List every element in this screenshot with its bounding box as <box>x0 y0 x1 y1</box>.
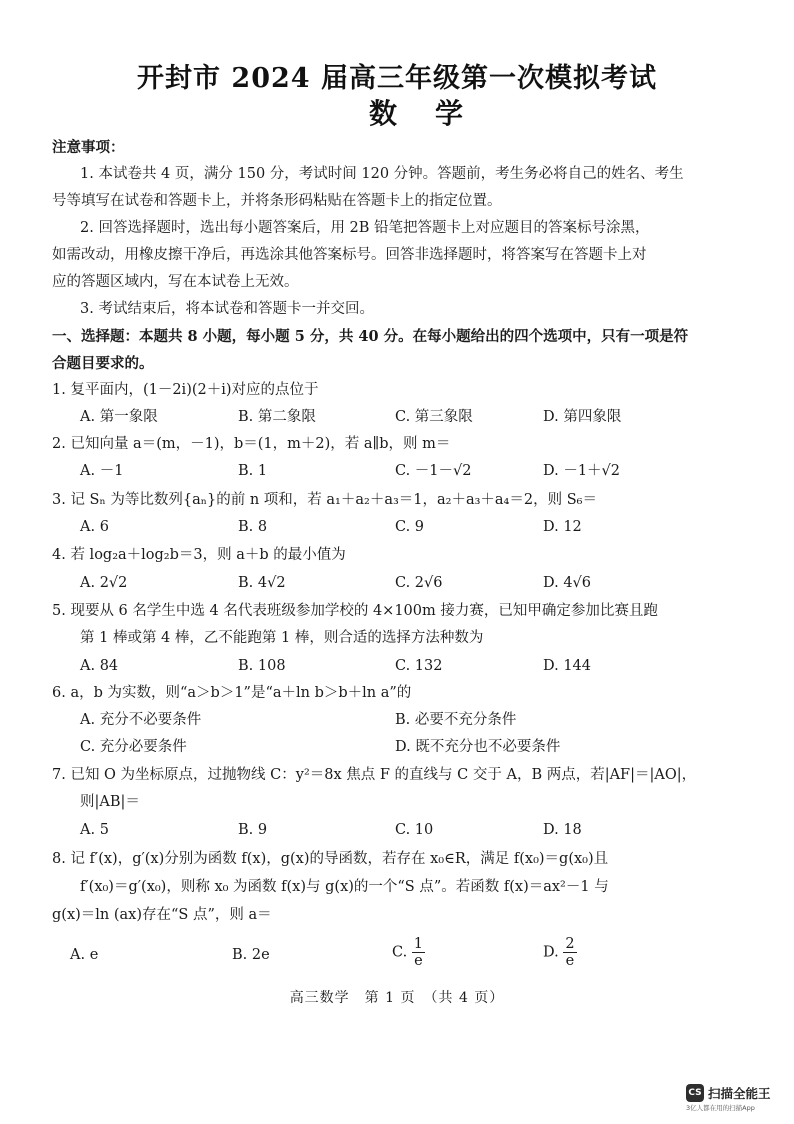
question-4-option-b: B. 4√2 <box>238 575 286 591</box>
question-4-option-d: D. 4√6 <box>543 575 592 591</box>
scanner-app-name: 扫描全能王 <box>708 1086 771 1101</box>
question-8-stem-cont-2: g(x)＝ln (ax)存在“S 点”，则 a＝ <box>52 907 272 923</box>
question-3-option-b: B. 8 <box>238 519 268 535</box>
question-6-option-d: D. 既不充分也不必要条件 <box>395 739 561 755</box>
question-2-option-c: C. －1－√2 <box>395 463 472 479</box>
exam-subject: 数学 <box>368 97 501 130</box>
question-1-option-c: C. 第三象限 <box>395 409 473 425</box>
question-7-option-d: D. 18 <box>543 822 582 838</box>
notice-line-5: 应的答题区域内，写在本试卷上无效。 <box>52 274 299 290</box>
notice-line-3: 2. 回答选择题时，选出每小题答案后，用 2B 铅笔把答题卡上对应题目的答案标号涂黑， <box>80 220 650 236</box>
question-4-option-a: A. 2√2 <box>80 575 128 591</box>
question-5-option-d: D. 144 <box>543 658 592 674</box>
question-5-option-c: C. 132 <box>395 658 443 674</box>
exam-title: 开封市 2024 届高三年级第一次模拟考试 <box>137 63 657 94</box>
question-6-stem: 6. a，b 为实数，则“a＞b＞1”是“a＋ln b＞b＋ln a”的 <box>52 685 412 701</box>
notice-line-1: 1. 本试卷共 4 页，满分 150 分，考试时间 120 分钟。答题前，考生务必将自己的姓名、考生 <box>80 166 684 182</box>
question-2-stem: 2. 已知向量 a＝(m，－1)，b＝(1，m＋2)，若 a∥b，则 m＝ <box>52 436 451 452</box>
question-1-option-a: A. 第一象限 <box>80 409 158 425</box>
scanner-app-badge <box>686 1082 786 1116</box>
question-7-option-b: B. 9 <box>238 822 268 838</box>
question-8-option-d-prefix: D. <box>543 944 559 961</box>
fraction-numerator: 2 <box>565 936 575 952</box>
question-8-option-b: B. 2e <box>232 947 270 963</box>
question-5-stem: 5. 现要从 6 名学生中选 4 名代表班级参加学校的 4×100m 接力赛，已知甲确定参加比赛且跑 <box>52 603 658 619</box>
notice-line-4: 如需改动，用橡皮擦干净后，再选涂其他答案标号。回答非选择题时，将答案写在答题卡上对 <box>52 247 647 263</box>
question-6-option-c: C. 充分必要条件 <box>80 739 187 755</box>
question-5-stem-cont: 第 1 棒或第 4 棒，乙不能跑第 1 棒，则合适的选择方法种数为 <box>80 630 484 646</box>
section-1-heading: 一、选择题：本题共 8 小题，每小题 5 分，共 40 分。在每小题给出的四个选项中，只有一项是符 <box>52 328 689 345</box>
question-8-option-c-fraction <box>412 936 425 969</box>
question-1-option-d: D. 第四象限 <box>543 409 622 425</box>
question-6-option-b: B. 必要不充分条件 <box>395 712 517 728</box>
question-8-option-d-fraction <box>563 936 576 969</box>
fraction-denominator: e <box>565 953 575 969</box>
scanner-app-tagline: 3亿人都在用的扫描App <box>686 1104 755 1112</box>
page-footer: 高三数学 第 1 页 （共 4 页） <box>289 990 505 1006</box>
fraction-denominator: e <box>414 953 423 969</box>
notice-heading: 注意事项： <box>52 139 125 156</box>
section-1-heading-cont: 合题目要求的。 <box>52 355 154 372</box>
question-5-option-a: A. 84 <box>80 658 119 674</box>
question-7-option-a: A. 5 <box>80 822 109 838</box>
question-8-stem-cont-1: f′(x₀)＝g′(x₀)，则称 x₀ 为函数 f(x)与 g(x)的一个“S 点”。若函数 f(x)＝ax²－1 与 <box>80 879 609 895</box>
question-3-option-d: D. 12 <box>543 519 582 535</box>
question-7-stem: 7. 已知 O 为坐标原点，过抛物线 C：y²＝8x 焦点 F 的直线与 C 交于 A，B 两点，若|AF|＝|AO|， <box>52 767 697 783</box>
question-1-option-b: B. 第二象限 <box>238 409 316 425</box>
notice-line-6: 3. 考试结束后，将本试卷和答题卡一并交回。 <box>80 301 374 317</box>
question-1-stem: 1. 复平面内，(1－2i)(2＋i)对应的点位于 <box>52 382 319 398</box>
notice-line-2: 号等填写在试卷和答题卡上，并将条形码粘贴在答题卡上的指定位置。 <box>52 193 502 209</box>
question-3-option-c: C. 9 <box>395 519 425 535</box>
question-3-option-a: A. 6 <box>80 519 109 535</box>
camscanner-logo-icon: CS <box>686 1084 704 1102</box>
question-7-stem-cont: 则|AB|＝ <box>80 794 140 810</box>
question-8-option-c-prefix: C. <box>392 944 408 961</box>
question-5-option-b: B. 108 <box>238 658 286 674</box>
question-4-stem: 4. 若 log₂a＋log₂b＝3，则 a＋b 的最小值为 <box>52 547 346 563</box>
question-8-option-d <box>543 936 577 969</box>
question-2-option-b: B. 1 <box>238 463 268 479</box>
question-2-option-a: A. －1 <box>80 463 124 479</box>
question-4-option-c: C. 2√6 <box>395 575 443 591</box>
question-7-option-c: C. 10 <box>395 822 434 838</box>
question-3-stem: 3. 记 Sₙ 为等比数列{aₙ}的前 n 项和，若 a₁＋a₂＋a₃＝1，a₂＋a₃＋a₄＝2，则 S₆＝ <box>52 492 597 508</box>
question-8-option-c <box>392 936 425 969</box>
question-8-option-a: A. e <box>70 947 99 963</box>
question-6-option-a: A. 充分不必要条件 <box>80 712 202 728</box>
question-8-stem: 8. 记 f′(x)，g′(x)分别为函数 f(x)，g(x)的导函数，若存在 x₀∈R，满足 f(x₀)＝g(x₀)且 <box>52 851 609 867</box>
question-2-option-d: D. －1＋√2 <box>543 463 621 479</box>
fraction-numerator: 1 <box>413 936 424 952</box>
